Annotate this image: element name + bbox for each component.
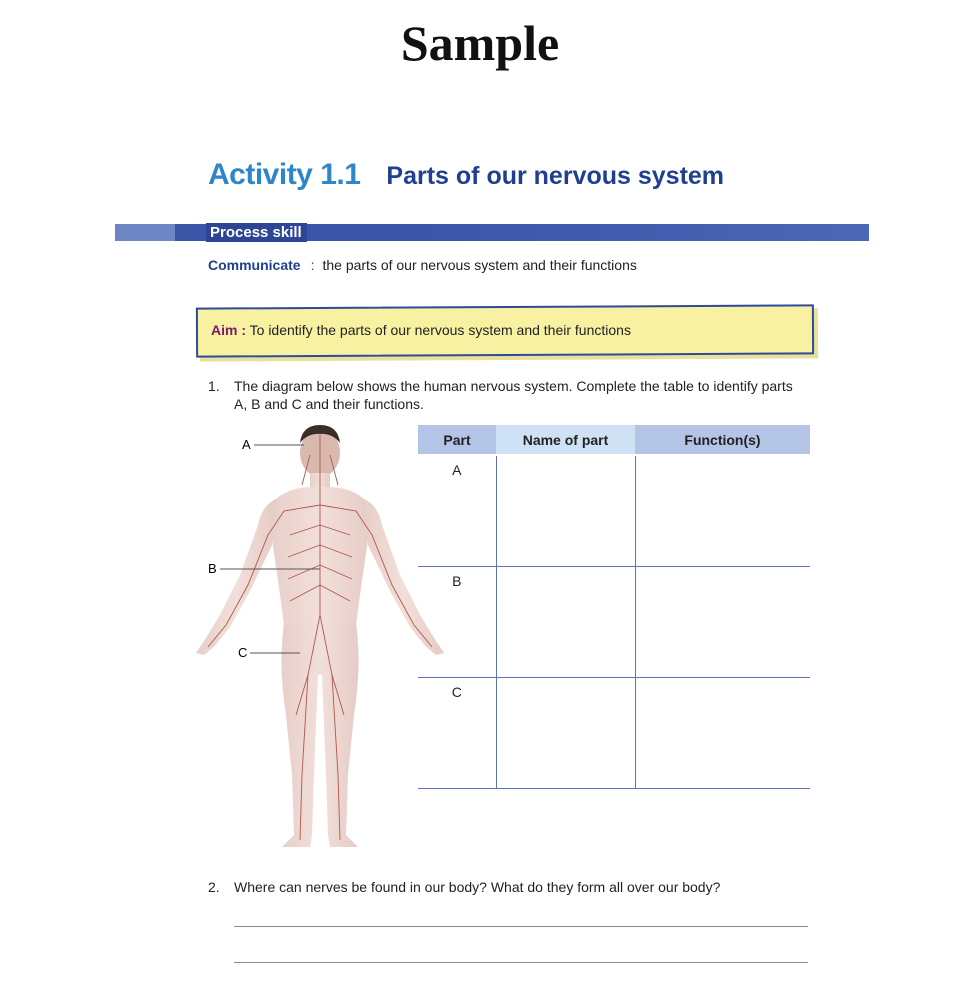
communicate-description: the parts of our nervous system and their functions: [322, 257, 637, 273]
table-header-row: [418, 425, 810, 455]
activity-number: Activity 1.1: [208, 158, 361, 191]
table-row: [418, 455, 810, 567]
name-cell[interactable]: [496, 567, 635, 678]
nervous-system-diagram: [180, 415, 450, 860]
parts-table: [418, 425, 810, 789]
question-1-text: The diagram below shows the human nervous system. Complete the table to identify parts A, B and C and their functions.: [234, 378, 793, 412]
question-1-number: 1.: [208, 378, 220, 394]
answer-line[interactable]: [234, 962, 808, 963]
aim-statement: [211, 322, 631, 338]
header-part: Part: [418, 425, 496, 455]
aim-label: Aim :: [211, 322, 246, 338]
table-row: [418, 567, 810, 678]
name-cell[interactable]: [496, 455, 635, 567]
question-2-text: Where can nerves be found in our body? What do they form all over our body?: [234, 879, 721, 895]
table-row: [418, 678, 810, 789]
header-functions: Function(s): [635, 425, 810, 455]
activity-title: Parts of our nervous system: [386, 162, 725, 190]
process-skill-label: Process skill: [206, 223, 307, 242]
communicate-row: [208, 257, 637, 273]
question-2-number: 2.: [208, 879, 220, 895]
header-name-of-part: Name of part: [496, 425, 635, 455]
communicate-label: Communicate: [208, 257, 301, 273]
part-cell: A: [418, 455, 496, 567]
callout-b: B: [208, 561, 217, 576]
callout-c: C: [238, 645, 248, 660]
aim-text: To identify the parts of our nervous system and their functions: [249, 322, 631, 338]
part-cell: B: [418, 567, 496, 678]
activity-heading: [208, 158, 724, 192]
function-cell[interactable]: [635, 678, 810, 789]
communicate-separator: :: [310, 257, 315, 273]
part-cell: C: [418, 678, 496, 789]
callout-a: A: [242, 437, 251, 452]
function-cell[interactable]: [635, 455, 810, 567]
answer-line[interactable]: [234, 926, 808, 927]
name-cell[interactable]: [496, 678, 635, 789]
function-cell[interactable]: [635, 567, 810, 678]
sample-watermark-title: Sample: [400, 15, 560, 71]
